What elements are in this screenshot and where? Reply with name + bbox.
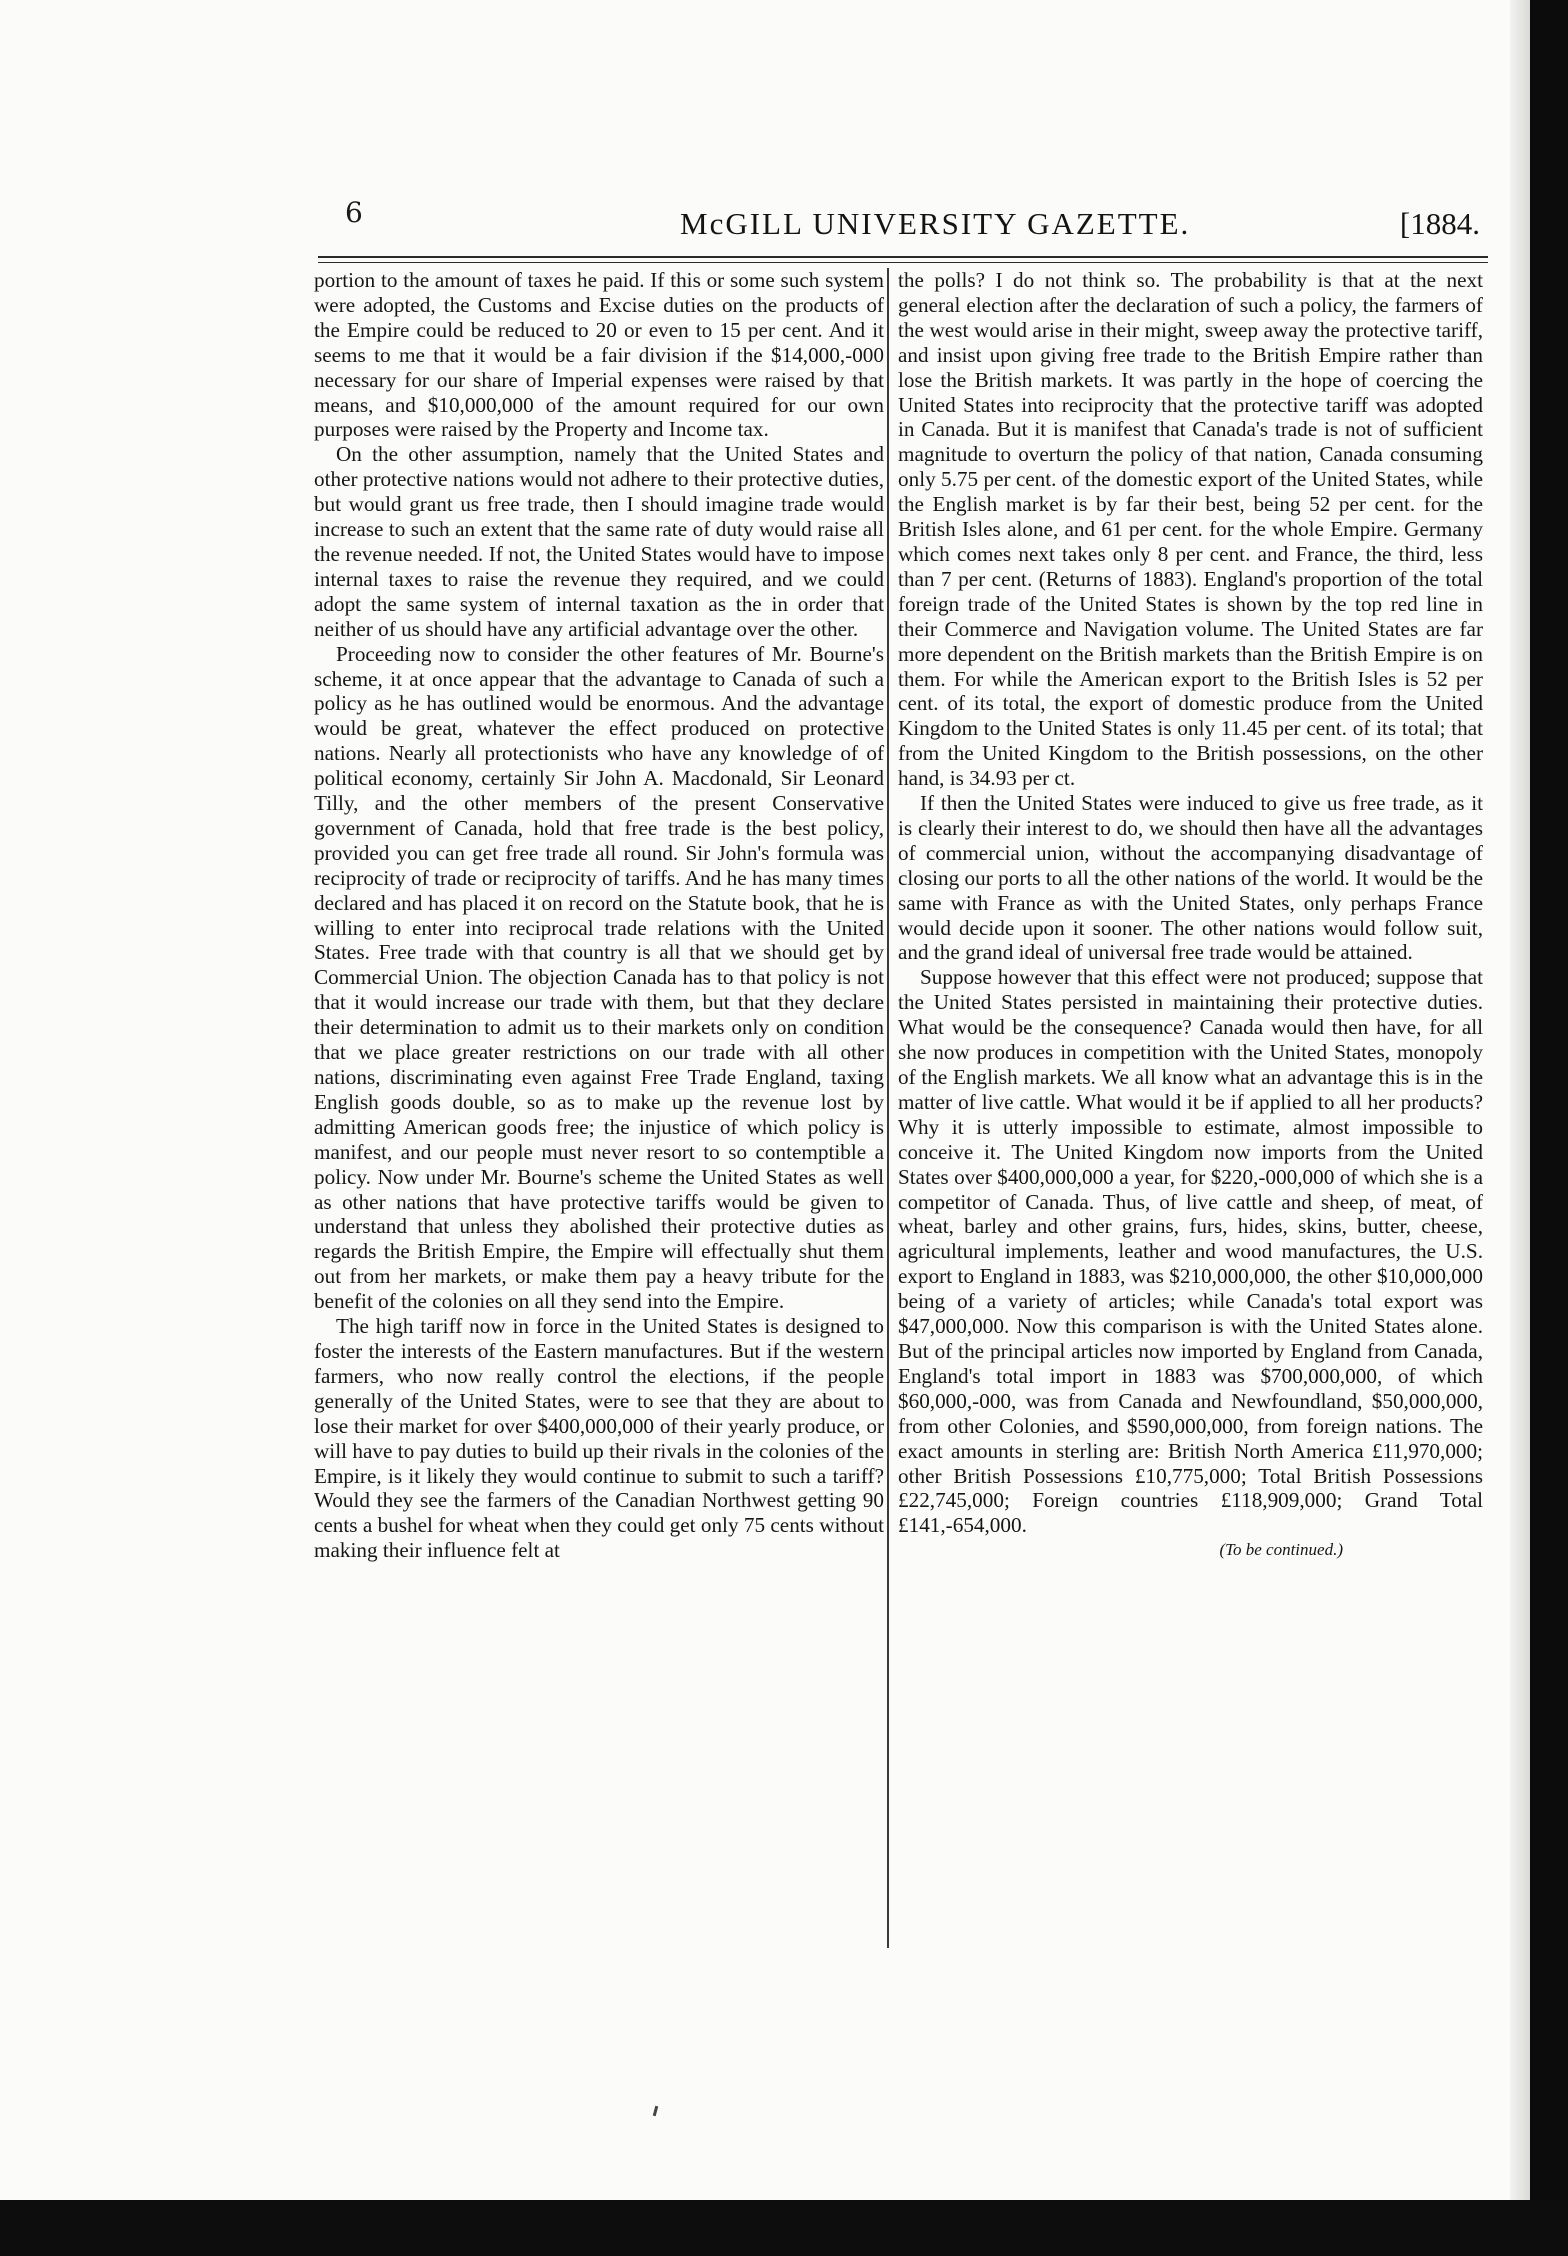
- left-paragraph-2: On the other assumption, namely that the United States and other protective nations would not adhere to their protective duties, but would grant us free trade, then I should imagine trade would increase to such an extent that the same rate of duty would raise all the revenue needed. If not, the United States would have to impose internal taxes to raise the revenue they required, and we could adopt the same system of internal taxation as the in order that neither of us should have any artificial advantage over the other.: [314, 442, 884, 641]
- right-paragraph-2: If then the United States were induced to give us free trade, as it is clearly their interest to do, we should then have all the advantages of commercial union, without the accompanying disadvantage of closing our ports to all the other nations of the world. It would be the same with France as with the United States, only perhaps France would decide upon it sooner. The other nations would follow suit, and the grand ideal of universal free trade would be attained.: [898, 791, 1483, 965]
- right-column: [898, 268, 1483, 1563]
- right-paragraph-1: the polls? I do not think so. The probability is that at the next general election after the declaration of such a policy, the farmers of the west would arise in their might, sweep away the protective tariff, and insist upon giving free trade to the British Empire rather than lose the British markets. It was partly in the hope of coercing the United States into reciprocity that the protective tariff was adopted in Canada. But it is manifest that Canada's trade is not of sufficient magnitude to overturn the policy of that nation, Canada consuming only 5.75 per cent. of the domestic export of the United States, while the English market is by far their best, being 52 per cent. for the British Isles alone, and 61 per cent. for the whole Empire. Germany which comes next takes only 8 per cent. and France, the third, less than 7 per cent. (Returns of 1883). England's proportion of the total foreign trade of the United States is shown by the top red line in their Commerce and Navigation volume. The United States are far more dependent on the British markets than the British Empire is on them. For while the American export to the British Isles is 52 per cent. of its total, the export of domestic produce from the United Kingdom to the United States is only 11.45 per cent. of its total; that from the United Kingdom to the British possessions, on the other hand, is 34.93 per ct.: [898, 268, 1483, 791]
- publication-year: [1884.: [1399, 206, 1480, 241]
- column-divider: [887, 268, 889, 1948]
- header-rule-top: [318, 256, 1488, 258]
- left-paragraph-3: Proceeding now to consider the other features of Mr. Bourne's scheme, it at once appear that the advantage to Canada of such a policy as he has outlined would be enormous. And the advantage would be great, whatever the effect produced on protective nations. Nearly all protectionists who have any knowledge of of political economy, certainly Sir John A. Macdonald, Sir Leonard Tilly, and the other members of the present Conservative government of Canada, hold that free trade is the best policy, provided you can get free trade all round. Sir John's formula was reciprocity of trade or reciprocity of tariffs. And he has many times declared and has placed it on record on the Statute book, that he is willing to enter into reciprocal trade relations with the United States. Free trade with that country is all that we should get by Commercial Union. The objection Canada has to that policy is not that it would increase our trade with them, but that they declare their determination to admit us to their markets only on condition that we place greater restrictions on our trade with all other nations, discriminating even against Free Trade England, taxing English goods double, so as to make up the revenue lost by admitting American goods free; the injustice of which policy is manifest, and our people must never resort to so contemptible a policy. Now under Mr. Bourne's scheme the United States as well as other nations that have protective tariffs would be given to understand that unless they abolished their protective duties as regards the British Empire, the Empire will effectually shut them out from her markets, or make them pay a heavy tribute for the benefit of the colonies on all they send into the Empire.: [314, 641, 884, 1314]
- scan-border-bottom: [0, 2200, 1568, 2256]
- scan-border-right: [1530, 0, 1568, 2256]
- left-column: [314, 268, 884, 1563]
- page-header: [340, 196, 1485, 252]
- page-number: 6: [345, 196, 363, 229]
- publication-title: McGILL UNIVERSITY GAZETTE.: [680, 206, 1191, 241]
- ink-speck: [653, 2106, 658, 2116]
- page-edge-shadow: [1510, 0, 1530, 2200]
- left-paragraph-1: portion to the amount of taxes he paid. If this or some such system were adopted, the Customs and Excise duties on the products of the Empire could be reduced to 20 or even to 15 per cent. And it seems to me that it would be a fair division if the $14,000,-000 necessary for our share of Imperial expenses were raised by that means, and $10,000,000 of the amount required for our own purposes were raised by the Property and Income tax.: [314, 268, 884, 442]
- header-rule-bottom: [318, 262, 1488, 263]
- to-be-continued-note: (To be continued.): [1219, 1540, 1343, 1560]
- right-paragraph-3: Suppose however that this effect were not produced; suppose that the United States persisted in maintaining their protective duties. What would be the consequence? Canada would then have, for all she now produces in competition with the United States, monopoly of the English markets. We all know what an advantage this is in the matter of live cattle. What would it be if applied to all her products? Why it is utterly impossible to estimate, almost impossible to conceive it. The United Kingdom now imports from the United States over $400,000,000 a year, for $220,-000,000 of which she is a competitor of Canada. Thus, of live cattle and sheep, of meat, of wheat, barley and other grains, furs, hides, skins, butter, cheese, agricultural implements, leather and wood manufactures, the U.S. export to England in 1883, was $210,000,000, the other $10,000,000 being of a variety of articles; while Canada's total export was $47,000,000. Now this comparison is with the United States alone. But of the principal articles now imported by England from Canada, England's total import in 1883 was $700,000,000, of which $60,000,-000, was from Canada and Newfoundland, $50,000,000, from other Colonies, and $590,000,000, from foreign nations. The exact amounts in sterling are: British North America £11,970,000; other British Possessions £10,775,000; Total British Possessions £22,745,000; Foreign countries £118,909,000; Grand Total £141,-654,000.: [898, 965, 1483, 1538]
- left-paragraph-4: The high tariff now in force in the United States is designed to foster the interests of the Eastern manufactures. But if the western farmers, who now really control the elections, if the people generally of the United States, were to see that they are about to lose their market for over $400,000,000 of their yearly produce, or will have to pay duties to build up their rivals in the colonies of the Empire, is it likely they would continue to submit to such a tariff? Would they see the farmers of the Canadian Northwest getting 90 cents a bushel for wheat when they could get only 75 cents without making their influence felt at: [314, 1314, 884, 1563]
